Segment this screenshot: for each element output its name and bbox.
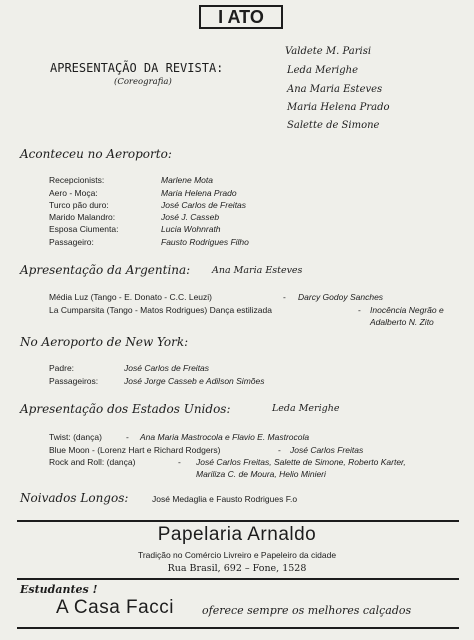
- section-heading-noivados: Noivados Longos:: [20, 491, 129, 505]
- divider-rule: [17, 578, 459, 580]
- section-heading-aeroporto: Aconteceu no Aeroporto:: [20, 147, 172, 161]
- number-performer: Ana Maria Mastrocola e Flavio E. Mastrocola: [140, 432, 310, 442]
- number-title: Twist: (dança): [49, 432, 102, 442]
- role-label: Aero - Moça:: [49, 188, 98, 198]
- section-heading-newyork: No Aeroporto de New York:: [20, 335, 189, 349]
- number-performer: José Carlos Freitas, Salette de Simone, Roberto Karter,: [196, 457, 406, 467]
- ad-facci-tagline: oferece sempre os melhores calçados: [202, 604, 412, 617]
- number-title: La Cumparsita (Tango - Matos Rodrigues) Dança estilizada: [49, 305, 272, 315]
- actor-name: José Carlos de Freitas: [124, 363, 210, 373]
- actor-name: José Carlos de Freitas: [161, 200, 247, 210]
- ad-papelaria-name: Papelaria Arnaldo: [157, 524, 317, 545]
- role-label: Passageiro:: [49, 237, 94, 247]
- divider-rule: [17, 520, 459, 522]
- number-title: Rock and Roll: (dança): [49, 457, 136, 467]
- role-label: Recepcionists:: [49, 175, 105, 185]
- dash: -: [283, 292, 286, 302]
- section-heading-estados: Apresentação dos Estados Unidos:: [20, 402, 231, 416]
- number-title: Média Luz (Tango - E. Donato - C.C. Leuzi): [49, 292, 212, 302]
- dash: -: [178, 457, 181, 467]
- ad-papelaria-address: Rua Brasil, 692 – Fone, 1528: [167, 563, 307, 574]
- actor-name: Maria Helena Prado: [161, 188, 237, 198]
- section-heading-argentina: Apresentação da Argentina:: [20, 263, 191, 277]
- actor-name: Marlene Mota: [161, 175, 213, 185]
- apresentacao-title: APRESENTAÇÃO DA REVISTA:: [50, 61, 224, 75]
- role-label: Padre:: [49, 363, 75, 373]
- choreographer-name: Ana Maria Esteves: [287, 84, 383, 95]
- role-label: Esposa Ciumenta:: [49, 224, 119, 234]
- actor-name: José Jorge Casseb e Adilson Simões: [124, 376, 265, 386]
- apresentacao-subtitle: (Coreografia): [114, 77, 172, 87]
- ad-papelaria-tagline: Tradição no Comércio Livreiro e Papeleiro da cidade: [137, 550, 337, 560]
- dash: -: [126, 432, 129, 442]
- number-performer: Inocência Negrão e: [370, 305, 444, 315]
- ad-facci-prefix: Estudantes !: [20, 583, 98, 596]
- number-performer: Mariliza C. de Moura, Helio Minieri: [196, 469, 326, 479]
- section-performer: José Medaglia e Fausto Rodrigues F.o: [152, 494, 298, 504]
- number-performer: Adalberto N. Zito: [370, 317, 434, 327]
- number-performer: José Carlos Freitas: [290, 445, 364, 455]
- choreographer-name: Maria Helena Prado: [287, 102, 390, 113]
- number-title: Blue Moon - (Lorenz Hart e Richard Rodgers): [49, 445, 221, 455]
- section-performer: Ana Maria Esteves: [212, 265, 303, 276]
- number-performer: Darcy Godoy Sanches: [298, 292, 384, 302]
- actor-name: José J. Casseb: [161, 212, 220, 222]
- choreographer-name: Salette de Simone: [287, 120, 380, 131]
- divider-rule: [17, 627, 459, 629]
- act-title-box: [199, 5, 283, 29]
- dash: -: [278, 445, 281, 455]
- role-label: Marido Malandro:: [49, 212, 116, 222]
- actor-name: Lucia Wohnrath: [161, 224, 221, 234]
- dash: -: [358, 305, 361, 315]
- choreographer-name: Valdete M. Parisi: [285, 46, 372, 57]
- ad-facci-name: A Casa Facci: [56, 597, 174, 618]
- choreographer-name: Leda Merighe: [287, 65, 358, 76]
- actor-name: Fausto Rodrigues Filho: [161, 237, 249, 247]
- act-title: I ATO: [218, 7, 264, 27]
- section-performer: Leda Merighe: [272, 403, 340, 414]
- role-label: Turco pão duro:: [49, 200, 109, 210]
- role-label: Passageiros:: [49, 376, 99, 386]
